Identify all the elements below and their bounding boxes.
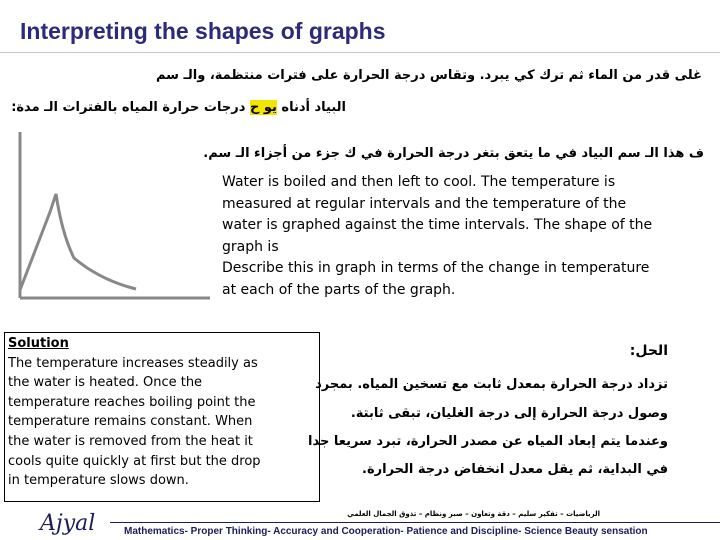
- arabic-solution-line: وصول درجة الحرارة إلى درجة الغليان، تبقى ثابتة.: [350, 406, 668, 421]
- arabic-intro-line-2-pre: البياد أدناه: [276, 100, 346, 115]
- english-intro: [222, 172, 692, 302]
- solution-line: temperature remains constant. When: [8, 414, 253, 430]
- temperature-graph: [14, 130, 214, 305]
- english-intro-line: water is graphed against the time intervals. The shape of the: [222, 217, 653, 234]
- solution-line: The temperature increases steadily as: [8, 355, 258, 371]
- arabic-intro-highlight: يو ح: [249, 100, 277, 115]
- solution-heading: Solution: [8, 336, 69, 351]
- english-intro-line: Describe this in graph in terms of the change in temperature: [222, 260, 650, 277]
- solution-line: the water is heated. Once the: [8, 375, 203, 391]
- arabic-solution-heading: الحل:: [629, 343, 668, 359]
- english-intro-line: at each of the parts of the graph.: [222, 281, 456, 298]
- english-intro-line: Water is boiled and then left to cool. The temperature is: [222, 174, 616, 190]
- page-title: Interpreting the shapes of graphs: [20, 18, 386, 44]
- footer-arabic-motto: الرياضيات – تفكير سليم – دقة وتعاون – صبر ونظام – تذوق الجمال العلمي: [347, 510, 600, 518]
- solution-line: the water is removed from the heat it: [8, 433, 253, 449]
- logo-text: Ajyal: [40, 511, 96, 536]
- arabic-solution-line: تزداد درجة الحرارة بمعدل ثابت مع تسخين المياه. بمجرد: [315, 377, 668, 392]
- english-intro-line: graph is: [222, 238, 279, 255]
- solution-box: [4, 332, 320, 502]
- solution-line: temperature reaches boiling point the: [8, 394, 256, 410]
- footer-divider: [110, 522, 720, 523]
- english-intro-line: measured at regular intervals and the temperature of the: [222, 195, 627, 212]
- arabic-intro-line-3: ف هذا الـ سم البياد في ما يتعق بتغر درجة الحرارة في ك جزء من أجزاء الـ سم.: [203, 146, 704, 161]
- temperature-curve: [20, 194, 136, 290]
- solution-line: cools quite quickly at first but the drop: [8, 453, 261, 469]
- solution-line: in temperature slows down.: [8, 473, 189, 489]
- title-divider: [0, 52, 720, 53]
- footer-english-motto: Mathematics- Proper Thinking- Accuracy and Cooperation- Patience and Discipline- Science Beauty sensation: [124, 526, 648, 537]
- arabic-intro-line-2: [11, 100, 346, 115]
- arabic-intro-line-2-post: درجات حرارة المياه بالفترات الـ مدة:: [11, 100, 250, 115]
- arabic-solution-line: وعندما يتم إبعاد المياه عن مصدر الحرارة، تبرد سريعا جدا: [308, 434, 668, 449]
- arabic-solution-line: في البداية، ثم يقل معدل انخفاض درجة الحرارة.: [362, 462, 668, 477]
- arabic-intro-line-1: غلى قدر من الماء ثم ترك كي يبرد. وتقاس درجة الحرارة على فترات منتظمة، والـ سم: [155, 68, 702, 83]
